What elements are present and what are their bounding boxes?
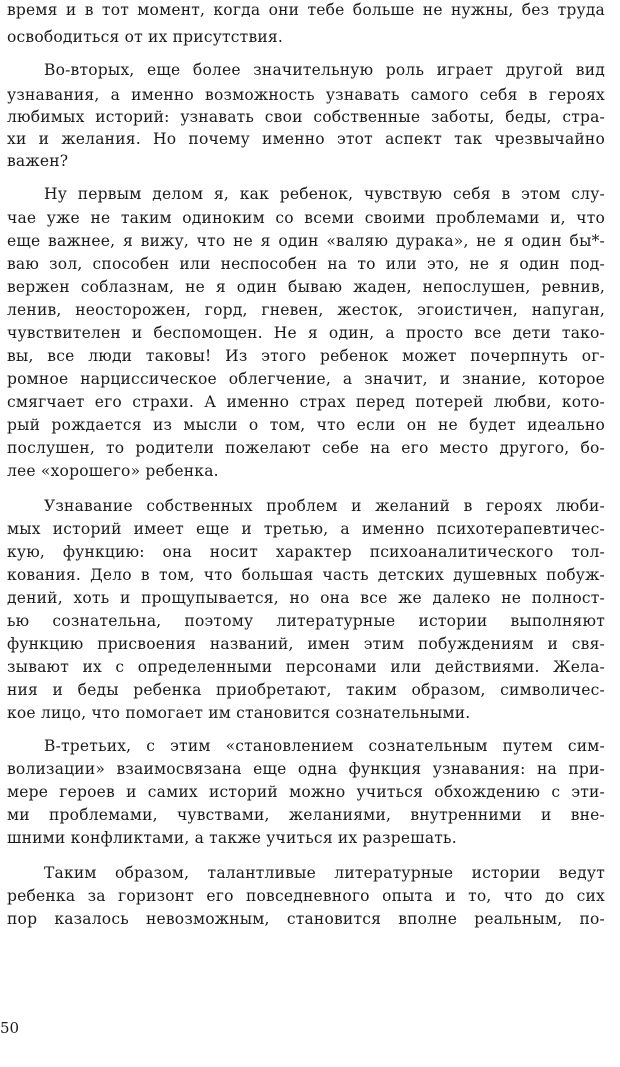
- text-line: ребенка за горизонт его повседневного опыта и то, что до сих: [7, 887, 605, 905]
- text-line: ми проблемами, чувствами, желаниями, внутренними и вне-: [7, 806, 605, 824]
- text-line: время и в тот момент, когда они тебе больше не нужны, без труда: [7, 1, 605, 19]
- text-line: чае уже не таким одиноким со всеми своими проблемами и, что: [7, 209, 605, 227]
- text-line: любимых историй: узнавать свои собственные заботы, беды, стра-: [7, 108, 605, 126]
- text-line: зывают их с определенными персонами или действиями. Жела-: [7, 658, 605, 676]
- text-line: шними конфликтами, а также учиться их разрешать.: [7, 829, 457, 847]
- text-line: Таким образом, талантливые литературные истории ведут: [44, 864, 605, 882]
- text-line: функцию присвоения названий, имен этим побуждениям и свя-: [7, 635, 605, 653]
- text-line: Во-вторых, еще более значительную роль играет другой вид: [44, 61, 605, 79]
- text-line: освободиться от их присутствия.: [7, 28, 284, 46]
- text-line: чувствителен и беспомощен. Не я один, а просто все дети тако-: [7, 324, 605, 342]
- text-line: В-третьих, с этим «становлением сознательным путем сим-: [44, 737, 605, 755]
- text-line: мере героев и самих историй можно учиться обхождению с эти-: [7, 783, 605, 801]
- text-line: послушен, то родители пожелают себе на его место другого, бо-: [7, 439, 605, 457]
- text-line: вержен соблазнам, не я один бываю жаден, непослушен, ревнив,: [7, 278, 605, 296]
- text-line: мых историй имеет еще и третью, а именно психотерапевтичес-: [7, 520, 605, 538]
- text-line: ваю зол, способен или неспособен на то или это, не я один под-: [7, 255, 605, 273]
- text-line: Узнавание собственных проблем и желаний в героях люби-: [44, 497, 605, 515]
- text-line: ния и беды ребенка приобретают, таким образом, символичес-: [7, 681, 605, 699]
- text-line: ленив, неосторожен, горд, гневен, жесток, эгоистичен, напуган,: [7, 301, 605, 319]
- text-line: смягчает его страхи. А именно страх перед потерей любви, кото-: [7, 393, 605, 411]
- text-line: кую, функцию: она носит характер психоаналитического тол-: [7, 543, 605, 561]
- text-line: рый рождается из мысли о том, что если он не будет идеально: [7, 416, 605, 434]
- text-line: ью сознательна, поэтому литературные истории выполняют: [7, 612, 605, 630]
- text-line: вы, все люди таковы! Из этого ребенок может почерпнуть ог-: [7, 347, 605, 365]
- text-line: Ну первым делом я, как ребенок, чувствую себя в этом слу-: [44, 185, 605, 203]
- text-line: еще важнее, я вижу, что не я один «валяю дурака», не я один бы*-: [7, 232, 605, 250]
- text-line: волизации» взаимосвязана еще одна функция узнавания: на при-: [7, 760, 605, 778]
- text-line: ромное нарциссическое облегчение, а значит, и знание, которое: [7, 370, 605, 388]
- page-number: 50: [0, 1019, 20, 1037]
- text-line: узнавания, а именно возможность узнавать самого себя в героях: [7, 86, 605, 104]
- text-line: кое лицо, что помогает им становится сознательными.: [7, 704, 471, 722]
- text-line: лее «хорошего» ребенка.: [7, 462, 219, 480]
- text-line: дений, хоть и прощупывается, но она все же далеко не полност-: [7, 589, 605, 607]
- text-line: пор казалось невозможным, становится вполне реальным, по-: [7, 910, 605, 928]
- text-line: важен?: [7, 152, 69, 170]
- text-line: кования. Дело в том, что большая часть детских душевных побуж-: [7, 566, 605, 584]
- text-line: хи и желания. Но почему именно этот аспект так чрезвычайно: [7, 130, 605, 148]
